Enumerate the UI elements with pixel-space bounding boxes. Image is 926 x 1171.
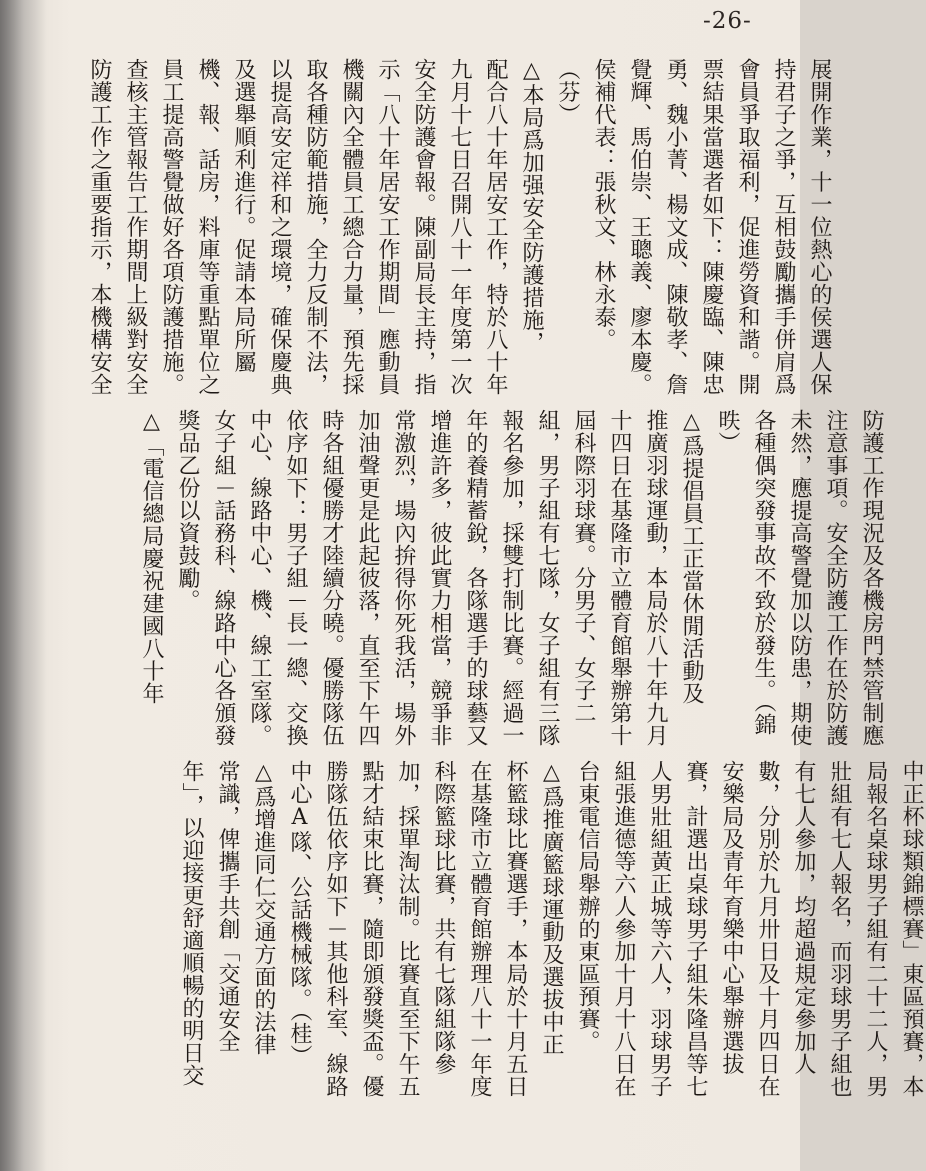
- text-line: 中正杯球類錦標賽」東區預賽，本: [899, 760, 924, 1098]
- text-line: 依序如下：男子組－長一總、交換: [283, 409, 308, 747]
- text-line: （芬）: [555, 58, 580, 126]
- text-line: 台東電信局舉辦的東區預賽。: [575, 760, 600, 1053]
- text-line: 取各種防範措施，全力反制不法，: [303, 58, 328, 396]
- text-line: 安樂局及青年育樂中心舉辦選拔: [719, 760, 744, 1075]
- text-line: 查核主管報告工作期間上級對安全: [123, 58, 148, 396]
- text-line: △本局爲加强安全防護措施，: [519, 58, 544, 354]
- text-line: 持君子之爭，互相鼓勵攜手併肩爲: [771, 58, 796, 396]
- text-line: 未然，應提高警覺加以防患，期使: [787, 409, 812, 747]
- text-line: 以提高安定祥和之環境，確保慶典: [267, 58, 292, 396]
- text-line: 報名參加，採雙打制比賽。經過一: [499, 409, 524, 747]
- text-line: 時各組優勝才陸續分曉。優勝隊伍: [319, 409, 344, 747]
- text-line: 及選舉順利進行。促請本局所屬: [231, 58, 256, 373]
- text-line: 十四日在基隆市立體育館舉辦第十: [607, 409, 632, 747]
- text-line: 機關內全體員工總合力量，預先採: [339, 58, 364, 396]
- text-line: 中心A隊、公話機械隊。（桂）: [287, 760, 312, 1067]
- text-line: 數，分別於九月卅日及十月四日在: [755, 760, 780, 1098]
- text-section-bottom: [176, 760, 926, 1098]
- text-line: 杯籃球比賽選手，本局於十月五日: [503, 760, 528, 1098]
- text-line: 安全防護會報。陳副局長主持，指: [411, 58, 436, 396]
- text-line: 局報名桌球男子組有二十二人，男: [863, 760, 888, 1098]
- text-line: 人男壯組黃正城等六人，羽球男子: [647, 760, 672, 1098]
- text-line: 示「八十年居安工作期間」應動員: [375, 58, 400, 396]
- binding-shadow: [0, 0, 48, 1171]
- text-line: 勝隊伍依序如下－其他科室、線路: [323, 760, 348, 1098]
- text-line: 壯組有七人報名，而羽球男子組也: [827, 760, 852, 1098]
- text-line: 年」，以迎接更舒適順暢的明日交: [179, 760, 204, 1087]
- text-line: 會員爭取福利，促進勞資和諧。開: [735, 58, 760, 396]
- text-line: 各種偶突發事故不致於發生。（錦: [751, 409, 776, 736]
- text-line: △爲增進同仁交通方面的法律: [251, 760, 276, 1056]
- text-line: 在基隆市立體育館辦理八十一年度: [467, 760, 492, 1098]
- text-line: 常激烈，場內拚得你死我活，場外: [391, 409, 416, 747]
- text-line: 科際籃球比賽，共有七隊組隊參: [431, 760, 456, 1075]
- text-line: 賽，計選出桌球男子組朱隆昌等七: [683, 760, 708, 1098]
- text-line: 屆科際羽球賽。分男子、女子二: [571, 409, 596, 724]
- text-line: 獎品乙份以資鼓勵。: [175, 409, 200, 612]
- text-line: 常識，俾攜手共創「交通安全: [215, 760, 240, 1053]
- text-line: 機、報、話房，料庫等重點單位之: [195, 58, 220, 396]
- text-line: 加，採單淘汰制。比賽直至下午五: [395, 760, 420, 1098]
- text-line: △爲提倡員工正當休閒活動及: [679, 409, 704, 705]
- text-line: 票結果當選者如下：陳慶臨、陳忠: [699, 58, 724, 396]
- text-line: 有七人參加，均超過規定參加人: [791, 760, 816, 1075]
- text-section-middle: [136, 409, 886, 747]
- text-line: 年的養精蓄銳，各隊選手的球藝又: [463, 409, 488, 747]
- text-line: 防護工作現況及各機房門禁管制應: [859, 409, 884, 747]
- text-line: 覺輝、馬伯崇、王聰義、廖本慶。: [627, 58, 652, 396]
- text-line: △「電信總局慶祝建國八十年: [139, 409, 164, 705]
- text-line: 員工提高警覺做好各項防護措施。: [159, 58, 184, 396]
- text-line: 防護工作之重要指示，本機構安全: [87, 58, 112, 396]
- page-number: -26-: [703, 8, 752, 34]
- text-line: 組張進德等六人參加十月十八日在: [611, 760, 636, 1098]
- text-line: 勇、魏小菁、楊文成、陳敬孝、詹: [663, 58, 688, 396]
- text-line: 侯補代表：張秋文、林永泰。: [591, 58, 616, 351]
- text-line: 展開作業，十一位熱心的侯選人保: [807, 58, 832, 396]
- text-line: 九月十七日召開八十一年度第一次: [447, 58, 472, 396]
- text-line: 配合八十年居安工作，特於八十年: [483, 58, 508, 396]
- text-line: 女子組－話務科、線路中心各頒發: [211, 409, 236, 747]
- text-line: 中心、線路中心、機、線工室隊。: [247, 409, 272, 747]
- text-line: 推廣羽球運動，本局於八十年九月: [643, 409, 668, 747]
- text-line: 增進許多，彼此實力相當，競爭非: [427, 409, 452, 747]
- text-section-top: [84, 58, 834, 396]
- text-line: 昳）: [715, 409, 740, 454]
- text-line: △爲推廣籃球運動及選拔中正: [539, 760, 564, 1056]
- text-line: 注意事項。安全防護工作在於防護: [823, 409, 848, 747]
- text-line: 加油聲更是此起彼落，直至下午四: [355, 409, 380, 747]
- text-line: 組，男子組有七隊，女子組有三隊: [535, 409, 560, 747]
- text-line: 點才結束比賽，隨即頒發獎盃。優: [359, 760, 384, 1098]
